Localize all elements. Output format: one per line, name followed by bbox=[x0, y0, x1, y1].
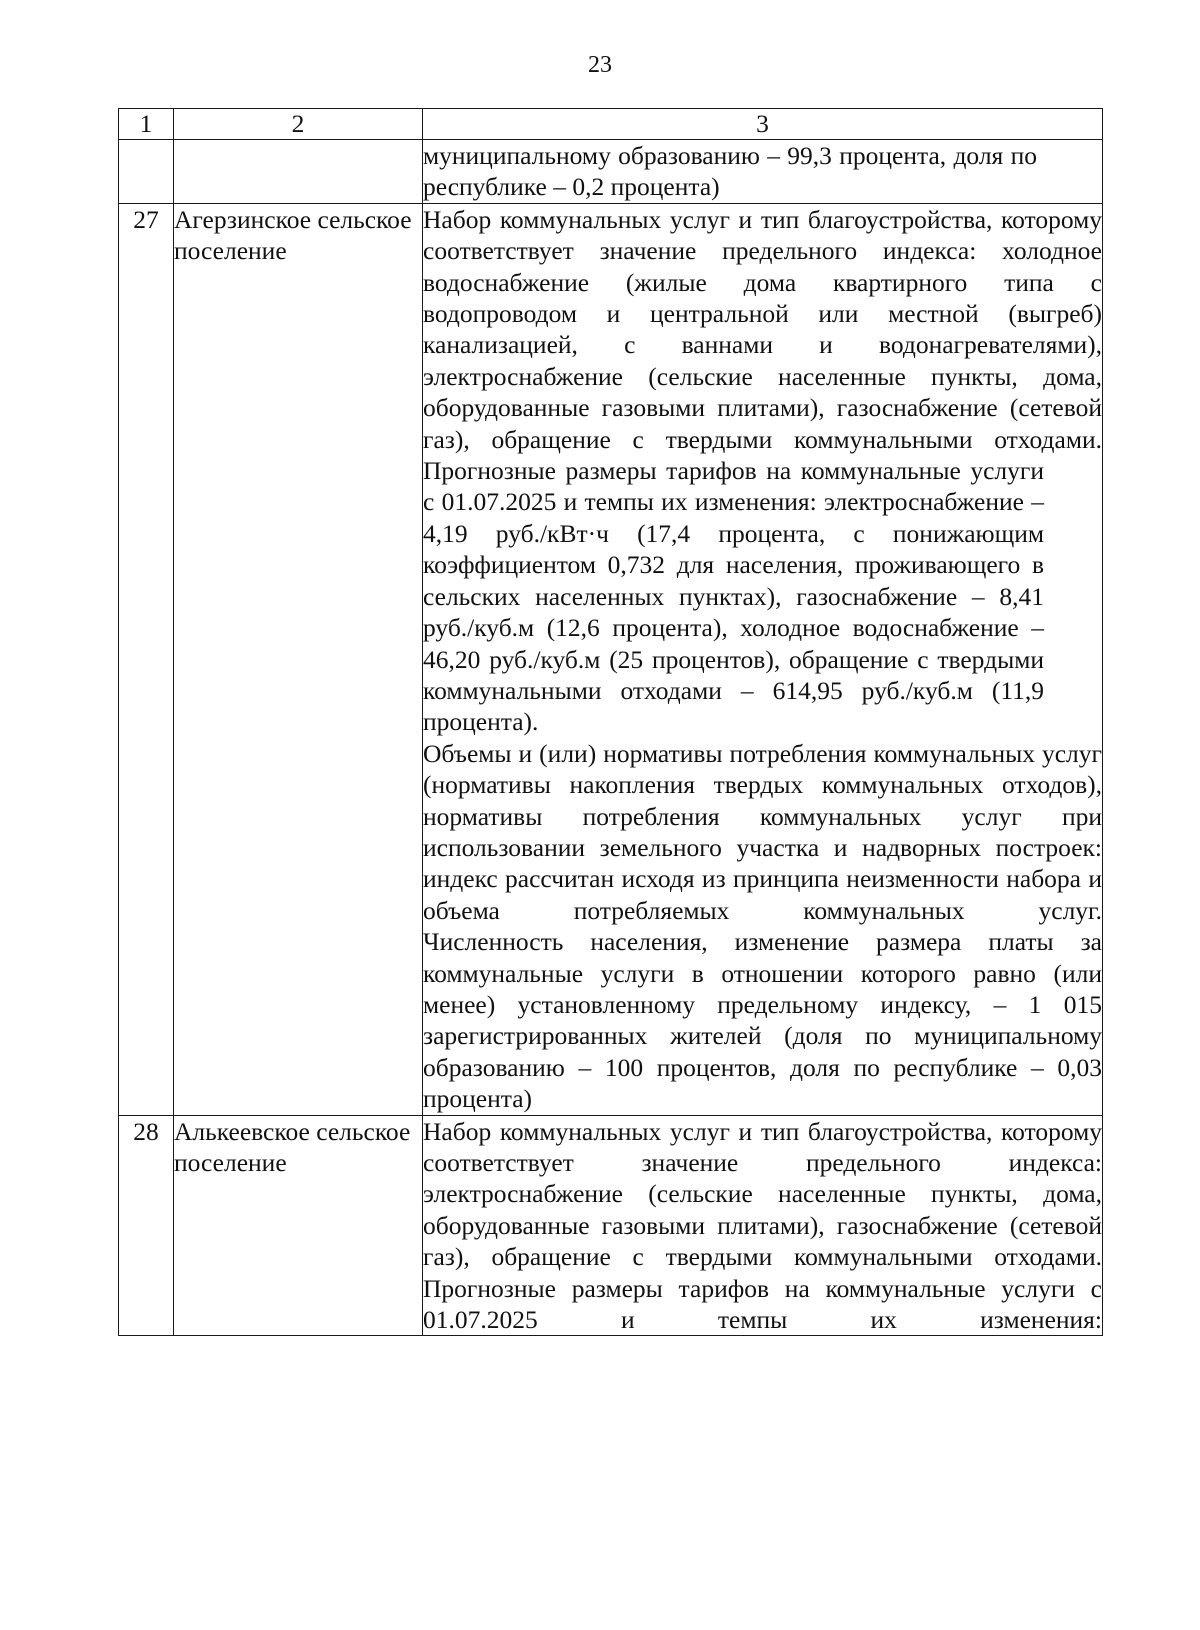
table-row-continuation bbox=[119, 140, 1103, 204]
paragraph-tariffs: Прогнозные размеры тарифов на коммунальные услуги с 01.07.2025 и темпы их изменения: электроснабжение – 4,19 руб./кВт·ч (17,4 процента, с понижающим коэффициентом 0,732 для населения, проживающего в сельских населенных пунктах), газоснабжение – 8,41 руб./куб.м (12,6 процента), холодное водоснабжение – 46,20 руб./куб.м (25 процентов), обращение с твердыми коммунальными отходами – 614,95 руб./куб.м (11,9 процента). bbox=[423, 456, 1044, 737]
page-number: 23 bbox=[588, 52, 612, 78]
column-header-2: 2 bbox=[174, 109, 423, 140]
paragraph-service-set: Набор коммунальных услуг и тип благоустройства, которому соответствует значение предельного индекса: электроснабжение (сельские населенные пункты, дома, оборудованные газовыми плитами), газоснабжение (сетевой газ), обращение с твердыми коммунальными отходами. bbox=[423, 1116, 1102, 1272]
row-description bbox=[423, 1115, 1103, 1336]
tariff-table bbox=[118, 108, 1103, 1336]
paragraph-volumes: Объемы и (или) нормативы потребления коммунальных услуг (нормативы накопления твердых коммунальных отходов), нормативы потребления коммунальных услуг при использовании земельного участка и надворных построек: индекс рассчитан исходя из принципа неизменности набора и объема потребляемых коммунальных услуг. bbox=[423, 738, 1102, 925]
municipality-name bbox=[174, 140, 423, 204]
row-description bbox=[423, 140, 1103, 204]
row-number bbox=[119, 140, 174, 204]
paragraph-service-set: Набор коммунальных услуг и тип благоустройства, которому соответствует значение предельного индекса: холодное водоснабжение (жилые дома квартирного типа с водопроводом и центральной или местной (выгреб) канализацией, с ваннами и водонагревателями), электроснабжение (сельские населенные пункты, дома, оборудованные газовыми плитами), газоснабжение (сетевой газ), обращение с твердыми коммунальными отходами. bbox=[423, 204, 1102, 454]
paragraph-population: Численность населения, изменение размера платы за коммунальные услуги в отношении которого равно (или менее) установленному предельному индексу, – 1 015 зарегистрированных жителей (доля по муниципальному образованию – 100 процентов, доля по республике – 0,03 процента) bbox=[423, 927, 1102, 1114]
row-number: 28 bbox=[119, 1115, 174, 1336]
paragraph: муниципальному образованию – 99,3 процента, доля по республике – 0,2 процента) bbox=[423, 141, 1037, 202]
column-header-3: 3 bbox=[423, 109, 1103, 140]
municipality-name: Алькеевское сельское поселение bbox=[174, 1115, 423, 1336]
table-row-28 bbox=[119, 1115, 1103, 1336]
municipality-name: Агерзинское сельское поселение bbox=[174, 203, 423, 1115]
table-row-27 bbox=[119, 203, 1103, 1115]
table-header-row bbox=[119, 109, 1103, 140]
paragraph-tariffs: Прогнозные размеры тарифов на коммунальные услуги с 01.07.2025 и темпы их изменения: bbox=[423, 1273, 1102, 1335]
row-description bbox=[423, 203, 1103, 1115]
column-header-1: 1 bbox=[119, 109, 174, 140]
row-number: 27 bbox=[119, 203, 174, 1115]
